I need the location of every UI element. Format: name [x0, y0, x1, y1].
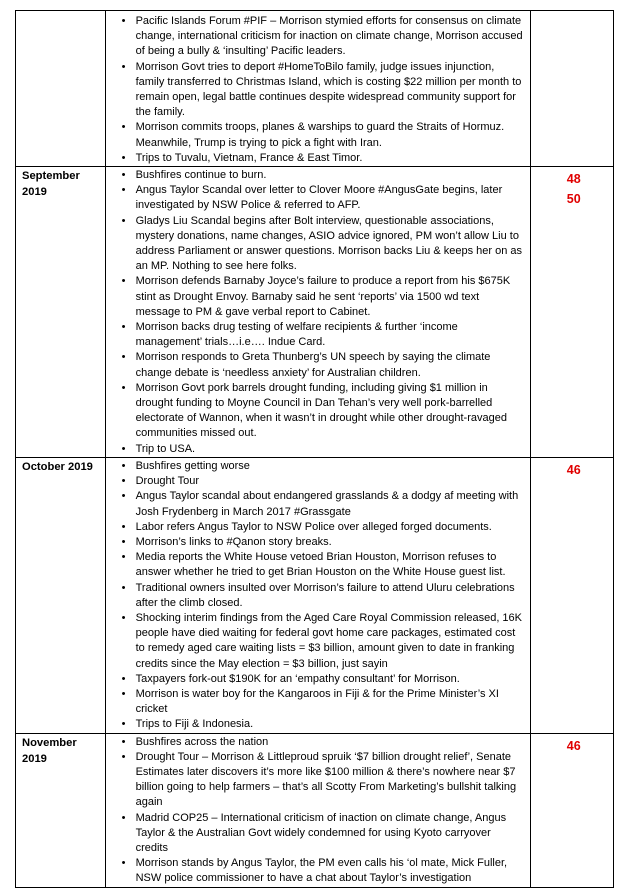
table-row — [16, 11, 614, 167]
list-item: • Trip to USA. — [136, 442, 525, 457]
score-cell — [531, 457, 614, 733]
list-item: • Bushfires across the nation — [136, 735, 525, 750]
event-list — [106, 168, 525, 457]
list-item: • Traditional owners insulted over Morrison’s failure to attend Uluru celebrations after the climb closed. — [136, 581, 525, 611]
list-item: • Morrison’s links to #Qanon story breaks. — [136, 535, 525, 550]
timeline-table — [15, 10, 614, 888]
month-cell: September 2019 — [16, 167, 106, 458]
score-value: 46 — [566, 738, 581, 753]
list-item: • Morrison responds to Greta Thunberg’s UN speech by saying the climate change debate is ‘needless anxiety’ for Australian children. — [136, 350, 525, 380]
list-item: • Morrison commits troops, planes & warships to guard the Straits of Hormuz. Meanwhile, Trump is trying to pick a fight with Iran. — [136, 120, 525, 150]
list-item: • Drought Tour – Morrison & Littleproud spruik ‘$7 billion drought relief’, Senate Estimates later discovers it’s more like $100 million & there’s nowhere near $7 billion going to help farmers – that’s all Scotty From Marketing’s bullshit talking again — [136, 750, 525, 811]
events-cell — [105, 733, 531, 887]
list-item: • Morrison Govt pork barrels drought funding, including giving $1 million in drought funding to Moyne Council in Dan Tehan’s very well pork-barrelled electorate of Wannon, when it wasn’t in drought while other drought-ravaged communities missed out. — [136, 381, 525, 442]
list-item: • Drought Tour — [136, 474, 525, 489]
list-item: • Morrison backs drug testing of welfare recipients & further ‘income management’ trials…i.e…. Indue Card. — [136, 320, 525, 350]
events-cell — [105, 167, 531, 458]
list-item: • Trips to Fiji & Indonesia. — [136, 717, 525, 732]
score-cell — [531, 11, 614, 167]
list-item: • Pacific Islands Forum #PIF – Morrison stymied efforts for consensus on climate change, international criticism for inaction on climate change, Morrison accused of being a bully & ‘insulting’ Pacific leaders. — [136, 14, 525, 60]
list-item: • Labor refers Angus Taylor to NSW Police over alleged forged documents. — [136, 520, 525, 535]
list-item: • Morrison is water boy for the Kangaroos in Fiji & for the Prime Minister’s XI cricket — [136, 687, 525, 717]
list-item: • Morrison stands by Angus Taylor, the PM even calls his ‘ol mate, Mick Fuller, NSW police commissioner to have a chat about Taylor’s investigation — [136, 856, 525, 886]
table-row — [16, 457, 614, 733]
table-row — [16, 733, 614, 887]
list-item: • Bushfires continue to burn. — [136, 168, 525, 183]
list-item: • Shocking interim findings from the Aged Care Royal Commission released, 16K people have died waiting for federal govt home care packages, estimated cost to remedy aged care waiting lists = $3 billion, amount given to date in franking credits since the May election = $3 billion, just sayin — [136, 611, 525, 672]
score-value: 50 — [566, 192, 581, 207]
list-item: • Trips to Tuvalu, Vietnam, France & East Timor. — [136, 151, 525, 166]
list-item: • Madrid COP25 – International criticism of inaction on climate change, Angus Taylor & the Australian Govt widely condemned for using Kyoto carryover credits — [136, 811, 525, 857]
list-item: • Angus Taylor scandal about endangered grasslands & a dodgy af meeting with Josh Frydenberg in March 2017 #Grassgate — [136, 489, 525, 519]
event-list — [106, 735, 525, 887]
list-item: • Bushfires getting worse — [136, 459, 525, 474]
list-item: • Angus Taylor Scandal over letter to Clover Moore #AngusGate begins, later investigated by NSW Police & referred to AFP. — [136, 183, 525, 213]
event-list — [106, 12, 525, 166]
event-list — [106, 459, 525, 733]
list-item: • Morrison defends Barnaby Joyce’s failure to produce a report from his $675K stint as Drought Envoy. Barnaby said he sent ‘reports’ via 1500 wd text message to PM & gave verbal report to Cabinet. — [136, 274, 525, 320]
month-cell — [16, 11, 106, 167]
score-cell — [531, 167, 614, 458]
month-cell: November 2019 — [16, 733, 106, 887]
table-row — [16, 167, 614, 458]
month-cell: October 2019 — [16, 457, 106, 733]
score-value: 48 — [566, 172, 581, 187]
events-cell — [105, 11, 531, 167]
list-item: • Taxpayers fork-out $190K for an ‘empathy consultant’ for Morrison. — [136, 672, 525, 687]
list-item: • Media reports the White House vetoed Brian Houston, Morrison refuses to answer whether he tried to get Brian Houston on the White House guest list. — [136, 550, 525, 580]
events-cell — [105, 457, 531, 733]
list-item: • Gladys Liu Scandal begins after Bolt interview, questionable associations, mystery donations, name changes, ASIO advice ignored, PM won’t allow Liu to address Parliament or answer questions. Morrison backs Liu & keeps her on as an MP. Nothing to see here folks. — [136, 214, 525, 275]
score-value: 46 — [566, 462, 581, 477]
list-item: • Morrison Govt tries to deport #HomeToBilo family, judge issues injunction, family transferred to Christmas Island, which is costing $22 million per month to remain open, legal battle continues despite widespread community support for the family. — [136, 60, 525, 121]
score-cell — [531, 733, 614, 887]
